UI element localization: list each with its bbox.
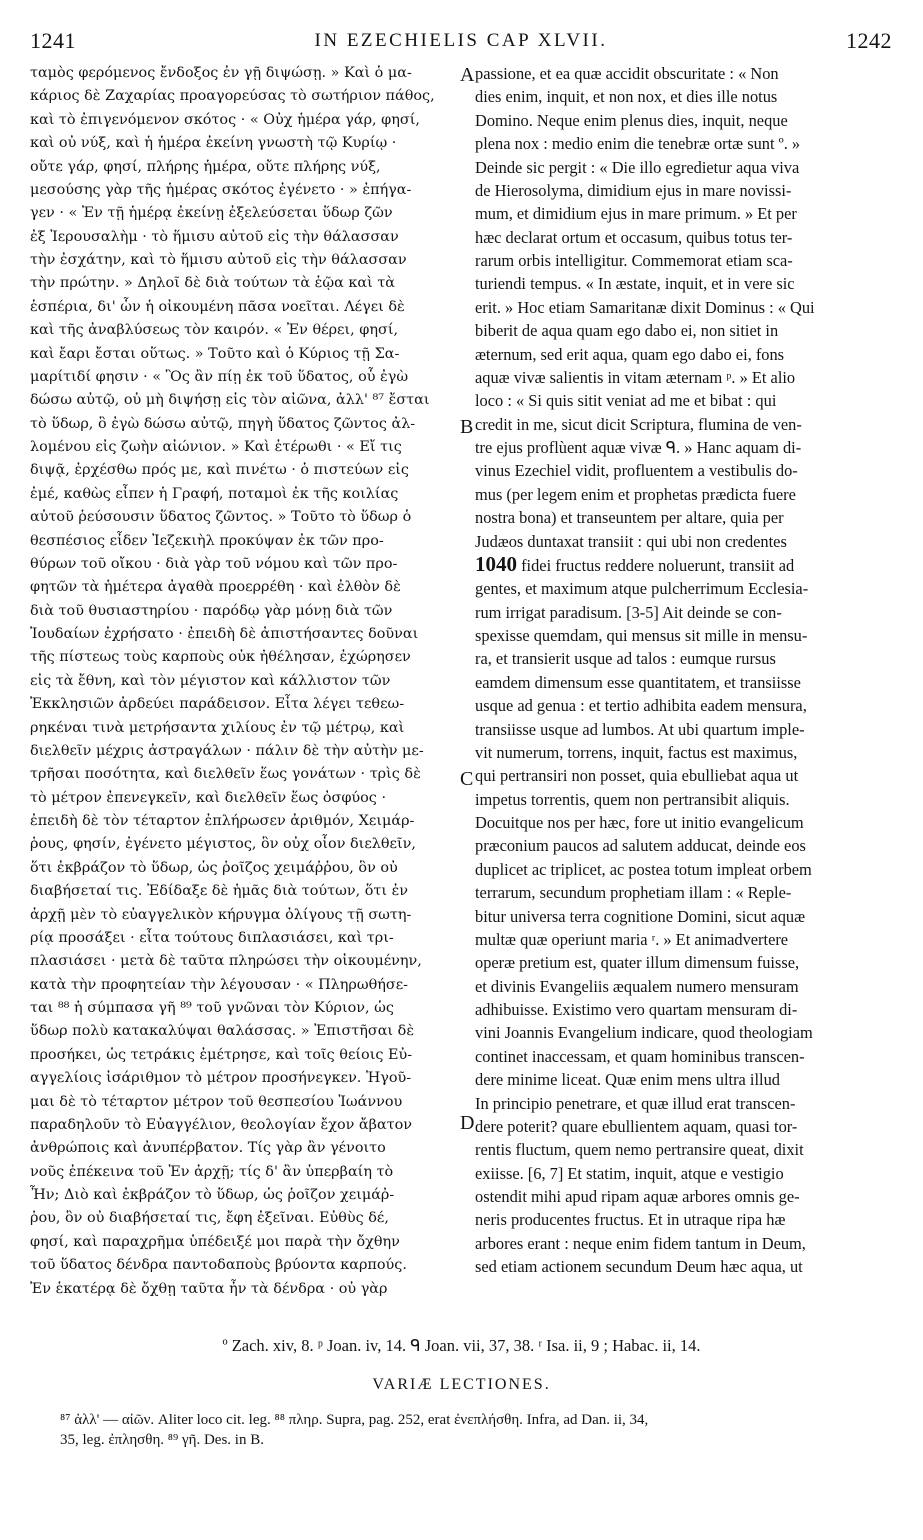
- latin-text-line: dere poterit? quare ebullientem aquam, quasi tor-: [475, 1116, 798, 1136]
- page-header: [30, 28, 892, 58]
- greek-text-line: ἀνθρώποις καὶ ἀνυπέρβατον. Τίς γὰρ ἂν γένοιτο: [30, 1140, 386, 1157]
- latin-text-line: hæc declarat ortum et occasum, quibus totus ter-: [475, 227, 793, 247]
- left-page-number: 1241: [30, 28, 76, 53]
- latin-text-line: Judæos duntaxat transiit : qui ubi non credentes: [475, 531, 787, 551]
- greek-text-line: τρῆσαι ποσότητα, καὶ διελθεῖν ἕως γονάτων · τρὶς δὲ: [30, 766, 421, 783]
- latin-text-line: æternum, sed erit aqua, quam ego dabo ei, fons: [475, 344, 785, 364]
- latin-text-line: et divinis Evangeliis æqualem numero mensuram: [475, 976, 799, 996]
- greek-text-line: διελθεῖν μέχρις ἀστραγάλων · πάλιν δὲ τὴν αὐτὴν με-: [30, 742, 424, 759]
- latin-text-line: vinus Ezechiel vidit, profluentem a vestibulis do-: [475, 461, 798, 481]
- greek-text-line: διαβήσεταί τις. Ἐδίδαξε δὲ ἡμᾶς διὰ τούτων, ὅτι ἐν: [30, 883, 409, 900]
- greek-text-line: τὸ ὕδωρ, ὃ ἐγὼ δώσω αὐτῷ, πηγὴ ὕδατος ζῶντος ἀλ-: [30, 415, 416, 432]
- latin-text-line: Domino. Neque enim plenus dies, inquit, neque: [475, 110, 788, 130]
- greek-text-line: τὴν ἐσχάτην, καὶ τὸ ἥμισυ αὐτοῦ εἰς τὴν θάλασσαν: [30, 252, 407, 268]
- latin-text-line: impetus torrentis, quem non pertransibit aliquis.: [475, 789, 790, 809]
- latin-text-line: transiisse usque ad lumbos. At ubi quartum imple-: [475, 719, 805, 739]
- greek-text-line: ἐξ Ἰερουσαλὴμ · τὸ ἥμισυ αὐτοῦ εἰς τὴν θάλασσαν: [30, 228, 399, 245]
- greek-text-line: καὶ οὐ νύξ, καὶ ἡ ἡμέρα ἐκείνη γνωστὴ τῷ Κυρίῳ ·: [30, 135, 397, 152]
- greek-text-line: Ἰουδαίων ἐχρήσατο · ἐπειδὴ δὲ ἀπιστήσαντες δοῦναι: [30, 626, 419, 642]
- greek-text-line: φητῶν τὰ ἡμέτερα ἀγαθὰ προερρέθη · καὶ ἐλθὸν δὲ: [30, 579, 401, 596]
- latin-text-line: ostendit mihi apud ripam aquæ arbores omnis ge-: [475, 1187, 800, 1206]
- greek-text-line: Ἐν ἑκατέρᾳ δὲ ὄχθῃ ταῦτα ἦν τὰ δένδρα · οὐ γὰρ: [30, 1280, 388, 1297]
- margin-marker-c: C: [460, 768, 474, 790]
- margin-marker-d: D: [460, 1112, 475, 1134]
- greek-text-line: λομένου εἰς ζωὴν αἰώνιον. » Καὶ ἑτέρωθι · « Εἴ τις: [30, 439, 402, 455]
- latin-text-line: turiendi tempus. « In æstate, inquit, et in vere sic: [475, 274, 795, 294]
- running-title: IN EZECHIELIS CAP XLVII.: [314, 30, 608, 51]
- greek-text-line: θύρων τοῦ οἴκου · διὰ γὰρ τοῦ νόμου καὶ τῶν προ-: [30, 555, 398, 572]
- greek-text-line: ὕδωρ πολὺ κατακαλύψαι θαλάσσας. » Ἐπιστῆσαι δὲ: [30, 1023, 415, 1040]
- latin-text-line: terrarum, secundum prophetiam illam : « Reple-: [475, 883, 792, 903]
- greek-text-line: αγγελίοις ἰσάριθμον τὸ μέτρον προσήνεγκεν. Ἡγοῦ-: [30, 1070, 412, 1087]
- latin-text-line: præconium paucos ad salutem adducat, deinde eos: [475, 836, 806, 856]
- latin-text-line: neris producentes fructus. Et in utraque ripa hæ: [475, 1210, 786, 1230]
- greek-text-line: αὐτοῦ ῥεύσουσιν ὕδατος ζῶντος. » Τοῦτο τὸ ὕδωρ ὁ: [30, 509, 412, 526]
- latin-text-line: nostra bona) et transeuntem per altare, quia per: [475, 508, 784, 528]
- latin-text-line: plena nox : medio enim die tenebræ ortæ sunt º. »: [475, 134, 801, 154]
- variant-reading-line: ⁸⁷ ἀλλ' — αἰῶν. Aliter loco cit. leg. ⁸⁸ πληρ. Supra, pag. 252, erat ἐνεπλήσθη. Infra, ad Dan. ii, 34,: [60, 1412, 649, 1428]
- latin-text-line: rarum orbis intelligitur. Commemorat etiam sca-: [475, 251, 793, 270]
- latin-text-line: gentes, et maximum atque pulcherrimum Ecclesia-: [475, 579, 809, 599]
- latin-text-line: credit in me, sicut dicit Scriptura, flumina de ven-: [475, 414, 802, 434]
- greek-text-line: φησί, καὶ παραχρῆμα ὑπέδειξέ μοι παρὰ τὴν ὄχθην: [30, 1233, 400, 1250]
- latin-text-line: dere minime liceat. Quæ enim mens ultra illud: [475, 1070, 780, 1090]
- latin-text-line: duplicet ac triplicet, ac postea totum impleat orbem: [475, 859, 812, 879]
- greek-text-line: ρίᾳ προσάξει · εἶτα τούτους διπλασιάσει, καὶ τρι-: [30, 929, 394, 946]
- greek-text-line: ρηκέναι τινὰ μετρήσαντα χιλίους ἐν τῷ μέτρῳ, καὶ: [30, 719, 405, 736]
- greek-text-line: ὅτι ἐκβράζον τὸ ὕδωρ, ὡς ῥοῖζος χειμάῤῥου, ὃν οὐ: [30, 859, 398, 876]
- scripture-footnotes: º Zach. xiv, 8. ᵖ Joan. iv, 14. ᑫ Joan. vii, 37, 38. ʳ Isa. ii, 9 ; Habac. ii, 14.: [222, 1336, 701, 1355]
- column-number: 1040: [475, 552, 517, 576]
- greek-text-line: τοῦ ὕδατος δένδρα παντοδαποὺς βρύοντα καρπούς.: [30, 1257, 407, 1274]
- greek-text-line: Ἐκκλησιῶν ἀρδεύει παράδεισον. Εἶτα λέγει τεθεω-: [30, 696, 405, 713]
- greek-text-line: νοῦς ἐπέκεινα τοῦ Ἐν ἀρχῇ; τίς δ' ἂν ὑπερβαίη τὸ: [30, 1163, 394, 1180]
- latin-text-line: usque ad genua : et tertio adhibita eadem mensura,: [475, 696, 807, 716]
- greek-text-line: πλασιάσει · μετὰ δὲ ταῦτα πληρώσει τὴν οἰκουμένην,: [30, 953, 422, 970]
- greek-text-line: μεσούσης γὰρ τῆς ἡμέρας σκότος ἐγένετο · » ἐπήγα-: [30, 181, 412, 198]
- margin-marker-b: B: [460, 416, 474, 438]
- latin-text-line: loco : « Si quis sitit veniat ad me et bibat : qui: [475, 391, 777, 411]
- latin-text-line: erit. » Hoc etiam Samaritanæ dixit Dominus : « Qui: [475, 297, 815, 317]
- greek-text-line: τὸ μέτρον ἐπενεγκεῖν, καὶ διελθεῖν ἕως ὀσφύος ·: [30, 789, 387, 806]
- latin-text-line: operæ pretium est, quater illum dimensum fuisse,: [475, 953, 800, 973]
- latin-text-line: spexisse quemdam, qui mensus sit mille in mensu-: [475, 626, 808, 645]
- latin-text-line: dies enim, inquit, et non nox, et dies ille notus: [475, 87, 778, 107]
- greek-text-line: οὔτε γάρ, φησί, πλήρης ἡμέρα, οὔτε πλήρης νύξ,: [30, 158, 381, 175]
- greek-text-line: ῥους, φησίν, ἐγένετο μέγιστος, ὃν οὐχ οἷον διελθεῖν,: [30, 836, 416, 853]
- latin-text-line: arbores erant : neque enim fidem tantum in Deum,: [475, 1233, 806, 1253]
- latin-text-line: Deinde sic pergit : « Die illo egredietur aqua viva: [475, 157, 800, 177]
- greek-text-line: παραδηλοῦν τὸ Εὐαγγέλιον, θεολογίαν ἔχον ἄβατον: [30, 1116, 413, 1133]
- greek-text-line: Ἦν; Διὸ καὶ ἐκβράζον τὸ ὕδωρ, ὡς ῥοῖζον χειμάῤ-: [30, 1187, 395, 1203]
- variant-reading-line: 35, leg. ἐπλησθη. ⁸⁹ γῆ. Des. in B.: [60, 1432, 264, 1448]
- latin-text-line: de Hierosolyma, dimidium ejus in mare novissi-: [475, 180, 792, 200]
- greek-text-line: μαρίτιδί φησιν · « Ὃς ἂν πίῃ ἐκ τοῦ ὕδατος, οὗ ἐγὼ: [30, 368, 409, 385]
- greek-text-line: καὶ τῆς ἀναβλύσεως τὸν καιρόν. « Ἐν θέρει, φησί,: [30, 322, 399, 339]
- latin-text-line: multæ quæ operiunt maria ʳ. » Et animadvertere: [475, 929, 789, 949]
- latin-text-line: continet inaccessam, et quam hominibus transcen-: [475, 1046, 805, 1066]
- greek-text-line: διψᾷ, ἐρχέσθω πρός με, καὶ πινέτω · ὁ πιστεύων εἰς: [30, 462, 409, 479]
- greek-text-line: κατὰ τὴν προφητείαν τὴν λέγουσαν · « Πληρωθήσε-: [30, 976, 409, 993]
- latin-text-line: 1040 fidei fructus reddere noluerunt, transiit ad: [475, 552, 795, 576]
- latin-text-line: sed etiam actionem secundum Deum hæc aqua, ut: [475, 1257, 803, 1277]
- latin-text-line: In principio penetrare, et quæ illud erat transcen-: [475, 1093, 796, 1113]
- greek-text-line: δώσω αὐτῷ, οὐ μὴ διψήσῃ εἰς τὸν αἰῶνα, ἀλλ' ⁸⁷ ἔσται: [30, 392, 430, 409]
- greek-text-line: ἑσπέρια, δι' ὧν ἡ οἰκουμένη πᾶσα νοεῖται. Λέγει δὲ: [30, 298, 405, 315]
- variae-lectiones: [60, 1410, 900, 1450]
- greek-text-line: ἐμέ, καθὼς εἶπεν ἡ Γραφή, ποταμοὶ ἐκ τῆς κοιλίας: [30, 485, 399, 502]
- latin-text-line: biberit de aqua quam ego dabo ei, non sitiet in: [475, 321, 779, 341]
- margin-marker-a: A: [460, 64, 475, 86]
- greek-text-line: ταμὸς φερόμενος ἔνδοξος ἐν γῇ διψώσῃ. » Καὶ ὁ μα-: [30, 65, 412, 81]
- latin-text-line: adhibuisse. Existimo vero quartam mensuram di-: [475, 1000, 798, 1019]
- latin-text-line: aquæ vivæ salientis in vitam æternam ᵖ. » Et alio: [475, 367, 796, 387]
- latin-text-line: exiisse. [6, 7] Et statim, inquit, atque e vestigio: [475, 1163, 784, 1183]
- latin-text-line: passione, et ea quæ accidit obscuritate : « Non: [475, 64, 779, 83]
- greek-text-line: προσήκει, ὡς τετράκις ἐμέτρησε, καὶ τοῖς θείοις Εὐ-: [30, 1046, 413, 1063]
- greek-text-line: γεν · « Ἐν τῇ ἡμέρᾳ ἐκείνῃ ἐξελεύσεται ὕδωρ ζῶν: [30, 205, 393, 222]
- latin-text-line: qui pertransiri non posset, quia ebulliebat aqua ut: [475, 766, 799, 786]
- greek-text-line: καὶ ἔαρι ἔσται οὕτως. » Τοῦτο καὶ ὁ Κύριος τῇ Σα-: [30, 345, 400, 362]
- variae-lectiones-title: VARIÆ LECTIONES.: [372, 1376, 551, 1393]
- latin-text-line: mum, et dimidium ejus in mare primum. » Et per: [475, 204, 797, 224]
- greek-text-line: τῆς πίστεως τοὺς καρποὺς οὐκ ἠθέλησαν, ἐχώρησεν: [30, 649, 411, 666]
- greek-text-line: μαι δὲ τὸ τέταρτον μέτρον τοῦ θεσπεσίου Ἰωάννου: [30, 1093, 403, 1110]
- latin-text-line: rum irrigat paradisum. [3-5] Ait deinde se con-: [475, 602, 782, 622]
- latin-text-line: Docuitque nos per hæc, fore ut initio evangelicum: [475, 813, 804, 832]
- greek-text-line: ἐπειδὴ δὲ τὸν τέταρτον ἐπλήρωσεν ἀριθμόν, Χειμάρ-: [30, 813, 415, 829]
- latin-text-line: vini Joannis Evangelium indicare, quod theologiam: [475, 1023, 813, 1043]
- greek-text-line: καὶ τὸ ἐπιγενόμενον σκότος · « Οὐχ ἡμέρα γάρ, φησί,: [30, 111, 420, 128]
- latin-column: [475, 62, 893, 1330]
- greek-text-line: διὰ τοῦ θυσιαστηρίου · παρόδῳ γὰρ μόνῃ διὰ τῶν: [30, 602, 393, 619]
- greek-text-line: θεσπέσιος εἶδεν Ἰεζεκιὴλ προκύψαν ἐκ τῶν προ-: [30, 532, 384, 549]
- latin-text-line: eamdem dimensum esse quantitatem, et transiisse: [475, 672, 801, 692]
- greek-text-line: κάριος δὲ Ζαχαρίας προαγορεύσας τὸ σωτήριον πάθος,: [30, 88, 435, 105]
- latin-text-line: vit numerum, torrens, inquit, factus est maximus,: [475, 742, 798, 762]
- greek-column: [30, 62, 458, 1330]
- right-page-number: 1242: [846, 28, 892, 53]
- latin-text-line: rentis fluctum, quem nemo pertransire queat, dixit: [475, 1140, 804, 1160]
- greek-text-line: ται ⁸⁸ ἡ σύμπασα γῆ ⁸⁹ τοῦ γνῶναι τὸν Κύριον, ὡς: [30, 1000, 394, 1016]
- latin-text-line: bitur universa terra cognitione Domini, sicut aquæ: [475, 906, 806, 926]
- greek-text-line: ἀρχῇ μὲν τὸ εὐαγγελικὸν κήρυγμα ὀλίγους τῇ σωτη-: [30, 906, 412, 923]
- greek-text-line: τὴν πρώτην. » Δηλοῖ δὲ διὰ τούτων τὰ ἑῷα καὶ τὰ: [30, 275, 395, 292]
- latin-text-line: ra, et transierit usque ad talos : eumque rursus: [475, 649, 776, 669]
- greek-text-line: εἰς τὰ ἔθνη, καὶ τὸν μέγιστον καὶ κάλλιστον τῶν: [30, 672, 391, 689]
- greek-text-line: ῥου, ὃν οὐ διαβήσεταί τις, ἔφη ἐξεῖναι. Εὐθὺς δέ,: [30, 1210, 389, 1227]
- latin-text-line: tre ejus proflùent aquæ vivæ ᑫ. » Hanc aquam di-: [475, 438, 802, 457]
- latin-text-line: mus (per legem enim et prophetas prædicta fuere: [475, 484, 796, 504]
